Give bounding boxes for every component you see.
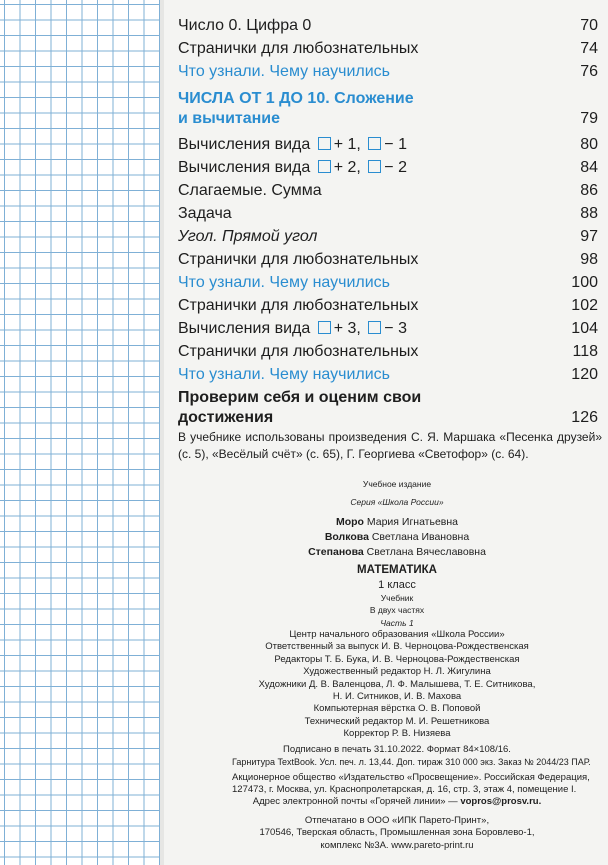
book-type: Учебник <box>380 592 414 603</box>
credit-line: Редакторы Т. Б. Бука, И. В. Черноцова-Рождественская <box>274 653 520 665</box>
empty-box-icon <box>368 321 381 334</box>
credit-line: Центр начального образования «Школа России» <box>289 629 505 641</box>
part: Часть 1 <box>380 617 414 628</box>
grid-paper-margin <box>0 0 160 865</box>
section-title-line2: и вычитание <box>178 110 281 127</box>
toc-row-calc[interactable]: Вычисления вида + 1, − 1 80 <box>178 136 598 153</box>
hotline-email[interactable]: vopros@prosv.ru. <box>460 796 542 808</box>
toc-final-heading[interactable]: Проверим себя и оценим свои достижения 126 <box>178 389 598 426</box>
imprint-block <box>232 478 591 852</box>
toc-row[interactable]: Слагаемые. Сумма 86 <box>178 182 598 199</box>
print-info: Подписано в печать 31.10.2022. Формат 84×108/16. <box>283 743 511 755</box>
printer-line: 170546, Тверская область, Промышленная зона Боровлево-1, <box>259 827 535 839</box>
credit-line: Корректор Р. В. Низяева <box>343 728 451 740</box>
toc-row-review[interactable]: Что узнали. Чему научились 76 <box>178 63 598 80</box>
section-title-caps: ЧИСЛА ОТ 1 ДО 10. <box>178 90 330 107</box>
section-page: 79 <box>580 110 598 127</box>
series: Серия «Школа России» <box>350 497 444 508</box>
credit-line: Компьютерная вёрстка О. В. Поповой <box>313 703 481 715</box>
toc-row[interactable]: Странички для любознательных 118 <box>178 343 598 360</box>
toc-row[interactable]: Странички для любознательных 98 <box>178 251 598 268</box>
author: Волкова Светлана Ивановна <box>324 530 470 543</box>
empty-box-icon <box>368 137 381 150</box>
print-info: Гарнитура TextBook. Усл. печ. л. 13,44. Доп. тираж 310 000 экз. Заказ № 2044/23 ПАР. <box>232 757 591 768</box>
empty-box-icon <box>318 321 331 334</box>
edition-type: Учебное издание <box>362 479 432 489</box>
toc-row[interactable]: Задача 88 <box>178 205 598 222</box>
section-title-rest: Сложение <box>334 90 414 107</box>
toc-row-calc[interactable]: Вычисления вида + 3, − 3 104 <box>178 320 598 337</box>
toc-row[interactable]: Угол. Прямой угол 97 <box>178 228 598 245</box>
sources-note: В учебнике использованы произведения С. Я. Маршака «Песенка друзей» (с. 5), «Весёлый счёт» (с. 65), Г. Георгиева «Светофор» (с. 64). <box>178 430 602 461</box>
hotline: Адрес электронной почты «Горячей линии» — vopros@prosv.ru. <box>252 796 542 808</box>
credit-line: Технический редактор М. И. Решетникова <box>304 715 490 727</box>
credit-line: Художники Д. В. Валенцова, Л. Ф. Малышева, Т. Е. Ситникова, <box>258 678 536 690</box>
toc-row[interactable]: Странички для любознательных 74 <box>178 40 598 57</box>
parts: В двух частях <box>369 605 425 616</box>
toc-row-calc[interactable]: Вычисления вида + 2, − 2 84 <box>178 159 598 176</box>
printer-line: комплекс №3А. www.pareto-print.ru <box>320 839 474 851</box>
toc-row[interactable]: Странички для любознательных 102 <box>178 297 598 314</box>
author: Моро Мария Игнатьевна <box>335 515 459 528</box>
author: Степанова Светлана Вячеславовна <box>308 545 486 558</box>
credit-line: Н. И. Ситников, И. В. Махова <box>332 691 462 703</box>
toc-row[interactable]: Число 0. Цифра 0 70 <box>178 17 598 34</box>
empty-box-icon <box>318 160 331 173</box>
publisher-line: 127473, г. Москва, ул. Краснопролетарская, д. 16, стр. 3, этаж 4, помещение I. <box>232 783 577 795</box>
book-title: МАТЕМАТИКА <box>357 563 437 576</box>
toc-row-review[interactable]: Что узнали. Чему научились 120 <box>178 366 598 383</box>
credit-line: Ответственный за выпуск И. В. Черноцова-Рождественская <box>265 641 529 653</box>
printer-line: Отпечатано в ООО «ИПК Парето-Принт», <box>304 814 490 826</box>
empty-box-icon <box>368 160 381 173</box>
toc-section-heading[interactable] <box>178 87 598 133</box>
table-of-contents <box>178 14 598 432</box>
publisher-line: Акционерное общество «Издательство «Просвещение». Российская Федерация, <box>232 771 590 783</box>
page-gutter <box>160 0 164 865</box>
credit-line: Художественный редактор Н. Л. Жигулина <box>303 666 491 678</box>
empty-box-icon <box>318 137 331 150</box>
grade: 1 класс <box>378 578 416 591</box>
toc-row-review[interactable]: Что узнали. Чему научились 100 <box>178 274 598 291</box>
